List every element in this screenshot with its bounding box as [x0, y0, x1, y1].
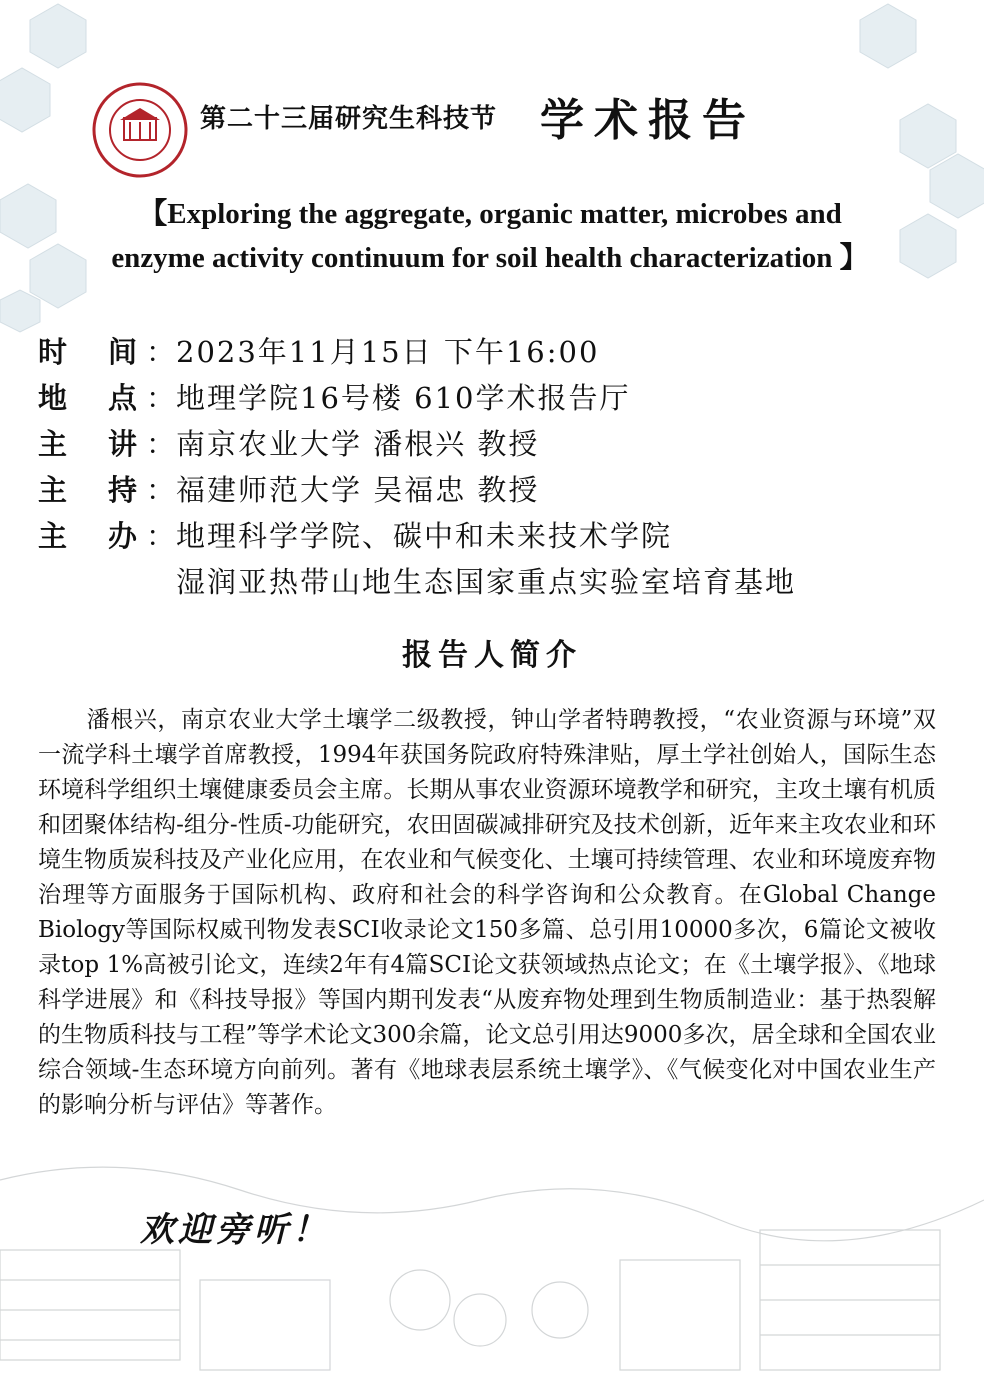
university-logo: [92, 82, 188, 178]
label-colon: ：: [146, 519, 178, 553]
host-value: 福建师范大学 吴福忠 教授: [176, 473, 540, 507]
time-value: 2023年11月15日 下午16:00: [176, 335, 600, 369]
label-char: 主: [38, 519, 70, 553]
label-char: 持: [108, 473, 140, 507]
place-value: 地理学院16号楼 610学术报告厅: [176, 381, 631, 415]
label-colon: ：: [146, 473, 178, 507]
info-row-organizer: [38, 514, 958, 560]
welcome-text: 欢迎旁听！: [140, 1210, 330, 1250]
info-row-place: [38, 376, 958, 422]
campus-sketch-tree: [454, 1294, 506, 1346]
label-char: 办: [108, 519, 140, 553]
title-line-1: 【Exploring the aggregate, organic matter, microbes and: [138, 198, 842, 230]
hexagon-decoration: [860, 4, 916, 68]
label-colon: ：: [146, 335, 178, 369]
english-talk-title: [40, 192, 940, 280]
label-char: 地: [38, 381, 70, 415]
event-info: [38, 330, 958, 606]
label-colon: ：: [146, 427, 178, 461]
label-char: 主: [38, 427, 70, 461]
title-line-2: enzyme activity continuum for soil health characterization 】: [111, 242, 869, 274]
campus-sketch-tree: [390, 1270, 450, 1330]
organizer-value: 地理科学学院、碳中和未来技术学院: [176, 519, 673, 553]
festival-name: 第二十三届研究生科技节: [200, 104, 498, 134]
organizer-value-2: 湿润亚热带山地生态国家重点实验室培育基地: [176, 565, 797, 599]
bio-text: 潘根兴，南京农业大学土壤学二级教授，钟山学者特聘教授，“农业资源与环境”双一流学科土壤学首席教授，1994年获国务院政府特殊津贴，厚土学社创始人，国际生态环境科学组织土壤健康委员会主席。长期从事农业资源环境教学和研究，主攻土壤有机质和团聚体结构-组分-性质-功能研究，农田固碳减排研究及技术创新，近年来主攻农业和环境生物质炭科技及产业化应用，在农业和气候变化、土壤可持续管理、农业和环境废弃物治理等方面服务于国际机构、政府和社会的科学咨询和公众教育。在Global Change Biology等国际权威刊物发表SCI收录论文150多篇、总引用10000多次，6篇论文被收录top 1%高被引论文，连续2年有4篇SCI论文获领域热点论文；在《土壤学报》、《地球科学进展》和《科技导报》等国内期刊发表“从废弃物处理到生物质制造业：基于热裂解的生物质科技与工程”等学术论文300余篇，论文总引用达9000多次，居全球和全国农业综合领域-生态环境方向前列。著有《地球表层系统土壤学》、《气候变化对中国农业生产的影响分析与评估》等著作。: [38, 707, 936, 1118]
label-char: 主: [38, 473, 70, 507]
campus-sketch-tree: [532, 1282, 588, 1338]
info-row-speaker: [38, 422, 958, 468]
info-row-host: [38, 468, 958, 514]
hexagon-decoration: [0, 68, 50, 132]
hexagon-decoration: [900, 104, 956, 168]
report-title: 学术报告: [540, 95, 756, 146]
label-char: 点: [108, 381, 140, 415]
label-char: 时: [38, 335, 70, 369]
campus-sketch-building: [0, 1250, 180, 1360]
info-row-time: [38, 330, 958, 376]
label-colon: ：: [146, 381, 178, 415]
speaker-bio: [38, 703, 936, 1123]
label-char: 讲: [108, 427, 140, 461]
hexagon-decoration: [0, 290, 40, 332]
label-char: 间: [108, 335, 140, 369]
campus-sketch-building: [200, 1280, 330, 1370]
campus-sketch-building: [620, 1260, 740, 1370]
speaker-value: 南京农业大学 潘根兴 教授: [176, 427, 540, 461]
info-row-organizer-2: [38, 560, 958, 606]
speaker-intro-heading: 报告人简介: [402, 638, 582, 673]
hexagon-decoration: [30, 4, 86, 68]
